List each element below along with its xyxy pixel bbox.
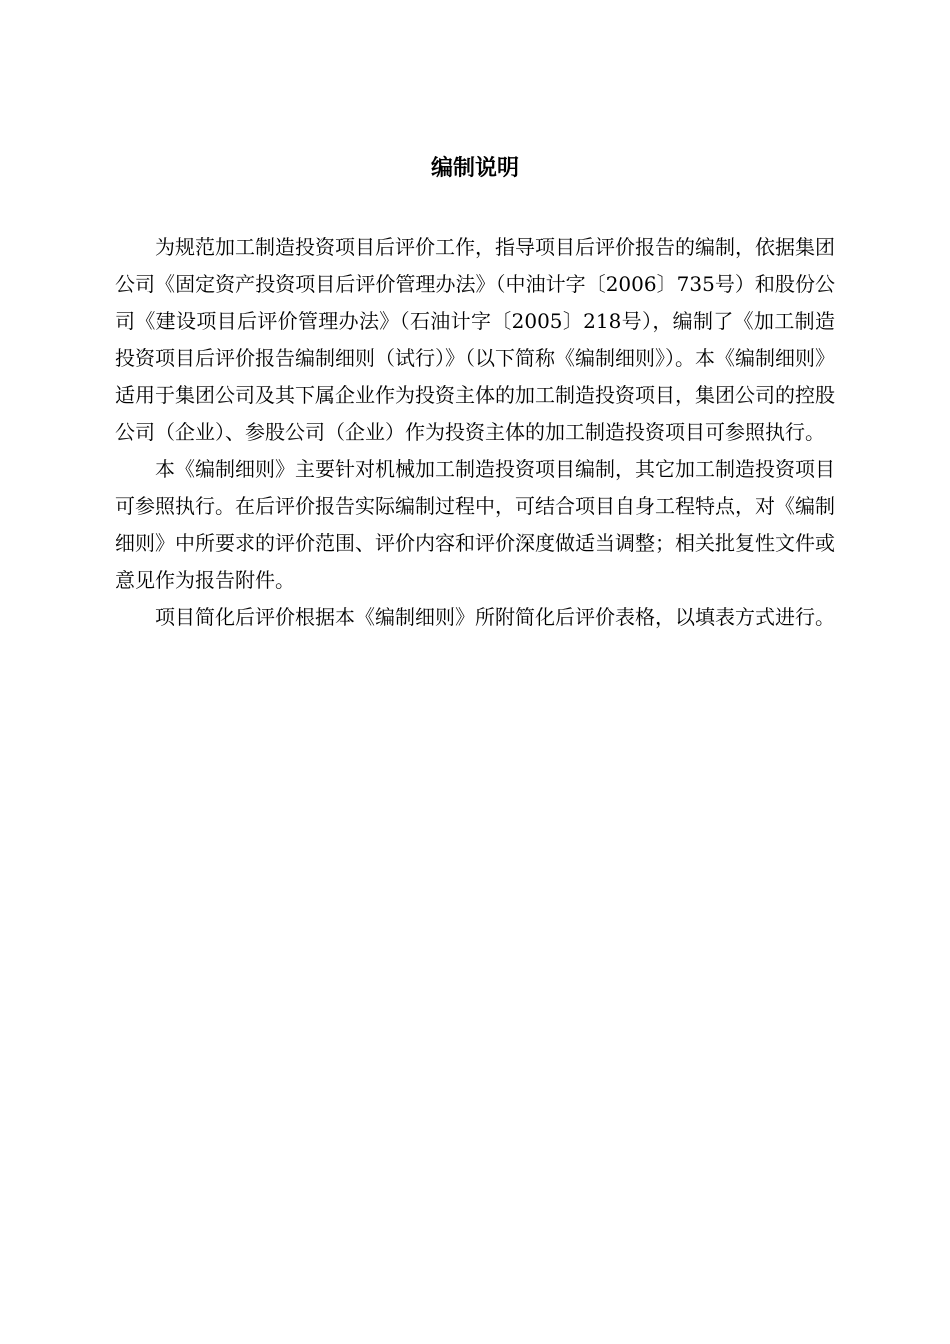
paragraph-simplified: 项目简化后评价根据本《编制细则》所附简化后评价表格，以填表方式进行。 (155, 605, 835, 629)
document-body (115, 229, 835, 636)
document-title: 编制说明 (430, 155, 519, 181)
paragraph-scope: 本《编制细则》主要针对机械加工制造投资项目编制，其它加工制造投资项目可参照执行。在后评价报告实际编制过程中，可结合项目自身工程特点，对《编制细则》中所要求的评价范围、评价内容和评价深度做适当调整；相关批复性文件或意见作为报告附件。 (115, 457, 835, 592)
paragraph-purpose: 为规范加工制造投资项目后评价工作，指导项目后评价报告的编制，依据集团公司《固定资产投资项目后评价管理办法》（中油计字〔2006〕735号）和股份公司《建设项目后评价管理办法》（石油计字〔2005〕218号），编制了《加工制造投资项目后评价报告编制细则（试行）》（以下简称《编制细则》）。本《编制细则》适用于集团公司及其下属企业作为投资主体的加工制造投资项目，集团公司的控股公司（企业）、参股公司（企业）作为投资主体的加工制造投资项目可参照执行。 (115, 235, 835, 444)
